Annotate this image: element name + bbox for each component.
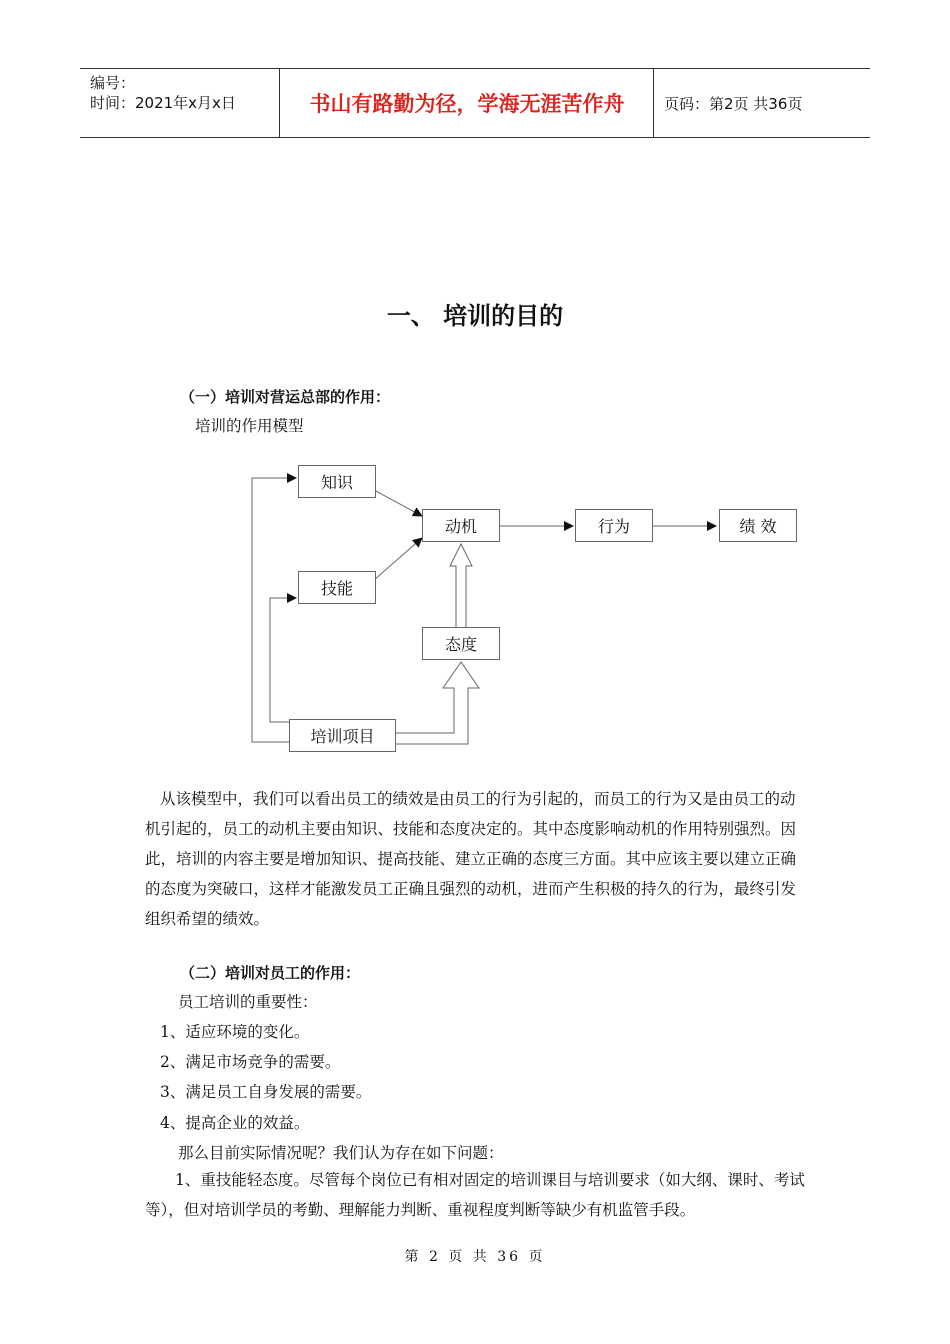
importance-label: 员工培训的重要性：: [178, 993, 318, 1011]
model-caption: 培训的作用模型: [195, 417, 304, 435]
box-motivation: 动机: [422, 509, 500, 542]
header-motto: 书山有路勤为径，学海无涯苦作舟: [281, 69, 654, 137]
box-behavior: 行为: [575, 509, 653, 542]
loop-to-knowledge: [252, 478, 296, 742]
box-knowledge: 知识: [298, 465, 376, 498]
box-skill: 技能: [298, 571, 376, 604]
paragraph-model-explanation: 从该模型中，我们可以看出员工的绩效是由员工的行为引起的，而员工的行为又是由员工的动机引起的，员工的动机主要由知识、技能和态度决定的。其中态度影响动机的作用特别强烈。因此，培训的内容主要是增加知识、提高技能、建立正确的态度三方面。其中应该主要以建立正确的态度为突破口，这样才能激发员工正确且强烈的动机，进而产生积极的持久的行为，最终引发组织希望的绩效。: [145, 790, 797, 928]
list-item: 1、适应环境的变化。: [160, 1023, 310, 1041]
number-label: 编号：: [90, 74, 136, 92]
time-label: 时间：2021年x月x日: [90, 94, 236, 112]
box-performance: 绩 效: [719, 509, 797, 542]
section2-heading: （二）培训对员工的作用：: [180, 964, 361, 982]
section1-heading: （一）培训对营运总部的作用：: [180, 388, 391, 406]
list-item: 4、提高企业的效益。: [160, 1114, 310, 1132]
page-footer: 第 2 页 共 36 页: [404, 1249, 546, 1265]
block-arrow-attitude-motivation: [450, 544, 472, 627]
arrow-skill-motivation: [374, 538, 422, 580]
loop-to-skill: [270, 598, 296, 722]
box-training-project: 培训项目: [289, 719, 396, 752]
box-attitude: 态度: [422, 627, 500, 660]
header-page-info: 页码：第2页 共36页: [664, 94, 803, 113]
block-arrow-project-attitude: [396, 662, 479, 744]
problem-1: 1、重技能轻态度。尽管每个岗位已有相对固定的培训课目与培训要求（如大纲、课时、考试等），但对培训学员的考勤、理解能力判断、重视程度判断等缺少有机监管手段。: [145, 1171, 805, 1219]
section-title: 一、 培训的目的: [386, 302, 564, 330]
list-item: 2、满足市场竞争的需要。: [160, 1053, 341, 1071]
arrow-knowledge-motivation: [374, 490, 422, 516]
question-text: 那么目前实际情况呢？我们认为存在如下问题：: [178, 1144, 504, 1162]
list-item: 3、满足员工自身发展的需要。: [160, 1083, 372, 1101]
